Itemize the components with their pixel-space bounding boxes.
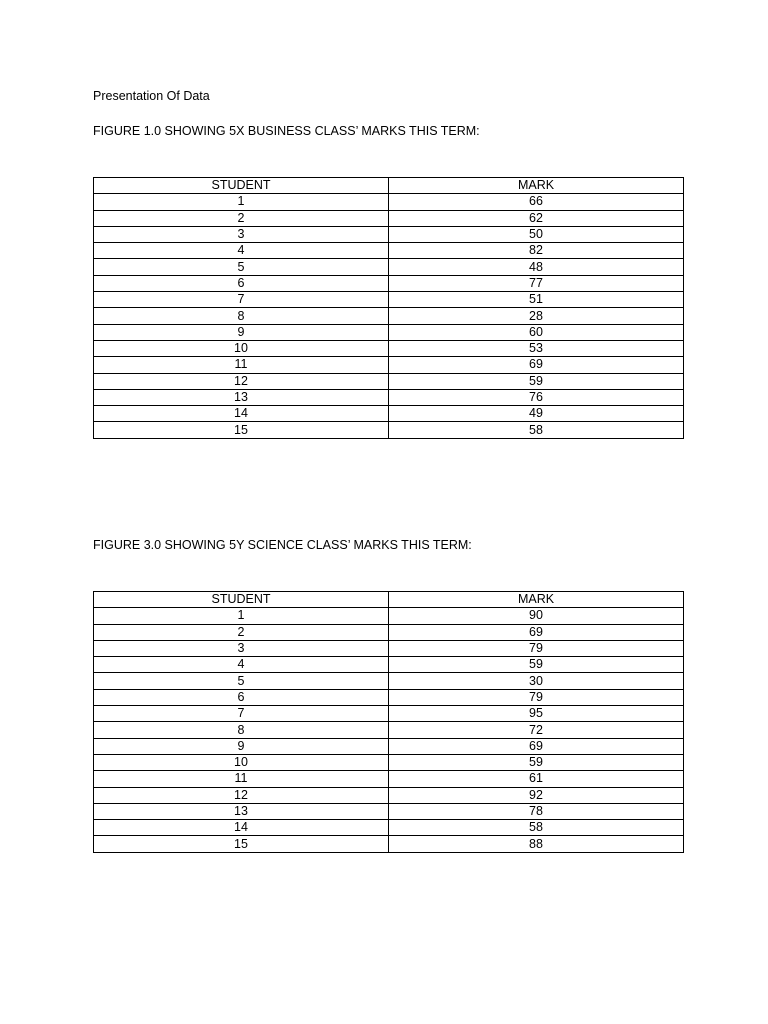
table-row	[94, 706, 684, 722]
table-row	[94, 803, 684, 819]
student-cell: 8	[94, 308, 389, 324]
student-cell: 2	[94, 624, 389, 640]
science-marks-table	[93, 591, 684, 853]
table-row	[94, 422, 684, 438]
student-column-header: STUDENT	[94, 178, 389, 194]
table-row	[94, 259, 684, 275]
student-cell: 6	[94, 689, 389, 705]
student-cell: 4	[94, 657, 389, 673]
mark-cell: 82	[389, 243, 684, 259]
mark-cell: 59	[389, 373, 684, 389]
student-cell: 13	[94, 389, 389, 405]
table-row	[94, 389, 684, 405]
mark-cell: 78	[389, 803, 684, 819]
student-cell: 10	[94, 754, 389, 770]
table-row	[94, 722, 684, 738]
table-row	[94, 357, 684, 373]
table-header-row	[94, 592, 684, 608]
table-row	[94, 640, 684, 656]
table-row	[94, 275, 684, 291]
mark-cell: 92	[389, 787, 684, 803]
table-row	[94, 657, 684, 673]
table-row	[94, 673, 684, 689]
student-cell: 8	[94, 722, 389, 738]
student-cell: 15	[94, 836, 389, 852]
student-cell: 6	[94, 275, 389, 291]
business-marks-table	[93, 177, 684, 439]
student-cell: 1	[94, 194, 389, 210]
figure-3-caption: FIGURE 3.0 SHOWING 5Y SCIENCE CLASS’ MARKS THIS TERM:	[93, 538, 472, 552]
mark-cell: 62	[389, 210, 684, 226]
table-header-row	[94, 178, 684, 194]
mark-cell: 59	[389, 754, 684, 770]
student-cell: 3	[94, 640, 389, 656]
student-cell: 9	[94, 738, 389, 754]
student-cell: 9	[94, 324, 389, 340]
table-row	[94, 787, 684, 803]
mark-column-header: MARK	[389, 178, 684, 194]
student-cell: 7	[94, 706, 389, 722]
mark-cell: 69	[389, 357, 684, 373]
mark-cell: 59	[389, 657, 684, 673]
mark-cell: 51	[389, 292, 684, 308]
mark-cell: 77	[389, 275, 684, 291]
table-row	[94, 754, 684, 770]
table-body	[94, 194, 684, 438]
mark-cell: 66	[389, 194, 684, 210]
mark-cell: 90	[389, 608, 684, 624]
student-cell: 10	[94, 340, 389, 356]
mark-cell: 76	[389, 389, 684, 405]
mark-cell: 95	[389, 706, 684, 722]
student-cell: 15	[94, 422, 389, 438]
mark-cell: 49	[389, 406, 684, 422]
table-row	[94, 243, 684, 259]
student-cell: 2	[94, 210, 389, 226]
mark-cell: 50	[389, 226, 684, 242]
table-row	[94, 689, 684, 705]
mark-cell: 61	[389, 771, 684, 787]
mark-cell: 58	[389, 820, 684, 836]
table-row	[94, 373, 684, 389]
student-cell: 12	[94, 787, 389, 803]
student-cell: 14	[94, 820, 389, 836]
mark-cell: 72	[389, 722, 684, 738]
student-cell: 11	[94, 357, 389, 373]
table-row	[94, 836, 684, 852]
student-column-header: STUDENT	[94, 592, 389, 608]
student-cell: 5	[94, 259, 389, 275]
mark-cell: 69	[389, 624, 684, 640]
student-cell: 5	[94, 673, 389, 689]
mark-cell: 79	[389, 689, 684, 705]
table-row	[94, 624, 684, 640]
mark-cell: 53	[389, 340, 684, 356]
student-cell: 14	[94, 406, 389, 422]
mark-column-header: MARK	[389, 592, 684, 608]
table-body	[94, 608, 684, 852]
table-row	[94, 226, 684, 242]
table-row	[94, 194, 684, 210]
mark-cell: 79	[389, 640, 684, 656]
mark-cell: 60	[389, 324, 684, 340]
table-row	[94, 771, 684, 787]
student-cell: 3	[94, 226, 389, 242]
table-row	[94, 292, 684, 308]
table-row	[94, 406, 684, 422]
mark-cell: 58	[389, 422, 684, 438]
student-cell: 13	[94, 803, 389, 819]
table-row	[94, 308, 684, 324]
student-cell: 4	[94, 243, 389, 259]
figure-1-caption: FIGURE 1.0 SHOWING 5X BUSINESS CLASS’ MARKS THIS TERM:	[93, 124, 480, 138]
document-heading: Presentation Of Data	[93, 89, 210, 103]
mark-cell: 48	[389, 259, 684, 275]
table-row	[94, 820, 684, 836]
student-cell: 12	[94, 373, 389, 389]
table-row	[94, 608, 684, 624]
mark-cell: 69	[389, 738, 684, 754]
mark-cell: 88	[389, 836, 684, 852]
mark-cell: 30	[389, 673, 684, 689]
student-cell: 1	[94, 608, 389, 624]
table-row	[94, 340, 684, 356]
student-cell: 7	[94, 292, 389, 308]
table-row	[94, 210, 684, 226]
mark-cell: 28	[389, 308, 684, 324]
table-row	[94, 324, 684, 340]
table-row	[94, 738, 684, 754]
student-cell: 11	[94, 771, 389, 787]
